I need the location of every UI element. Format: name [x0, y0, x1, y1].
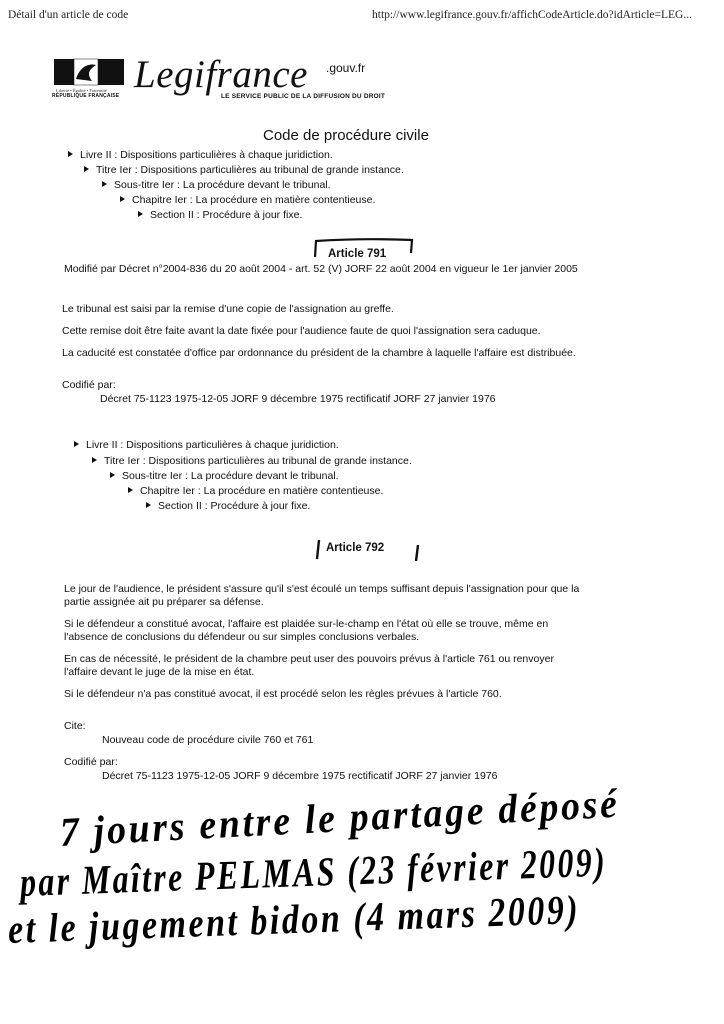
- breadcrumb2-chapitre[interactable]: Chapitre Ier : La procédure en matière contentieuse.: [128, 485, 383, 497]
- breadcrumb-sous-titre[interactable]: Sous-titre Ier : La procédure devant le tribunal.: [102, 179, 331, 191]
- article-792-paragraph-1a: Le jour de l'audience, le président s'assure qu'il s'est écoulé un temps suffisant depuis l'assignation pour que la: [64, 583, 580, 595]
- triangle-bullet-icon: [138, 211, 143, 217]
- legifrance-domain: .gouv.fr: [326, 61, 366, 75]
- article-792-cite-value: Nouveau code de procédure civile 760 et 761: [102, 734, 314, 746]
- article-792-paragraph-4: Si le défendeur n'a pas constitué avocat, il est procédé selon les règles prévues à l'article 760.: [64, 688, 502, 700]
- article-792-title-box: [314, 537, 422, 563]
- triangle-bullet-icon: [68, 151, 73, 157]
- article-792-paragraph-3a: En cas de nécessité, le président de la chambre peut user des pouvoirs prévus à l'article 761 ou renvoyer: [64, 653, 554, 665]
- breadcrumb2-livre[interactable]: Livre II : Dispositions particulières à chaque juridiction.: [74, 439, 339, 451]
- article-791-modified: Modifié par Décret n°2004-836 du 20 août 2004 - art. 52 (V) JORF 22 août 2004 en vigueur le 1er janvier 2005: [64, 263, 578, 275]
- breadcrumb-titre[interactable]: Titre Ier : Dispositions particulières au tribunal de grande instance.: [84, 164, 404, 176]
- triangle-bullet-icon: [110, 472, 115, 478]
- article-791-codified-value: Décret 75-1123 1975-12-05 JORF 9 décembre 1975 rectificatif JORF 27 janvier 1976: [100, 393, 496, 405]
- article-791-title: Article 791: [328, 248, 387, 260]
- triangle-bullet-icon: [120, 196, 125, 202]
- article-792-paragraph-3b: l'affaire devant le juge de la mise en état.: [64, 666, 255, 678]
- print-header-url: http://www.legifrance.gouv.fr/affichCodeArticle.do?idArticle=LEG...: [372, 9, 692, 21]
- breadcrumb2-section[interactable]: Section II : Procédure à jour fixe.: [146, 500, 310, 512]
- article-792-paragraph-1b: partie assignée ait pu préparer sa défense.: [64, 596, 264, 608]
- breadcrumb2-titre[interactable]: Titre Ier : Dispositions particulières au tribunal de grande instance.: [92, 455, 412, 467]
- code-title: Code de procédure civile: [263, 127, 429, 144]
- article-791-paragraph-1: Le tribunal est saisi par la remise d'une copie de l'assignation au greffe.: [62, 303, 394, 315]
- article-791-paragraph-2: Cette remise doit être faite avant la date fixée pour l'audience faute de quoi l'assignation sera caduque.: [62, 325, 541, 337]
- handwritten-note-line-2: par Maître PELMAS (23 février 2009): [19, 838, 608, 905]
- breadcrumb-livre[interactable]: Livre II : Dispositions particulières à chaque juridiction.: [68, 149, 333, 161]
- article-792-paragraph-2b: l'absence de conclusions du défendeur ou sur simples conclusions verbales.: [64, 631, 420, 643]
- article-792-title: Article 792: [326, 542, 385, 554]
- legifrance-tagline: LE SERVICE PUBLIC DE LA DIFFUSION DU DROIT: [221, 93, 386, 100]
- handwritten-note-line-1: 7 jours entre le partage déposé: [58, 779, 621, 855]
- marianne-logo: [52, 57, 126, 87]
- triangle-bullet-icon: [146, 502, 151, 508]
- triangle-bullet-icon: [84, 166, 89, 172]
- breadcrumb-chapitre[interactable]: Chapitre Ier : La procédure en matière contentieuse.: [120, 194, 375, 206]
- article-791-paragraph-3: La caducité est constatée d'office par ordonnance du président de la chambre à laquelle l'affaire est distribuée.: [62, 347, 576, 359]
- breadcrumb-section[interactable]: Section II : Procédure à jour fixe.: [138, 209, 302, 221]
- article-791-title-box: [312, 237, 414, 259]
- handwritten-note-line-3: et le jugement bidon (4 mars 2009): [7, 886, 581, 952]
- triangle-bullet-icon: [102, 181, 107, 187]
- triangle-bullet-icon: [74, 441, 79, 447]
- triangle-bullet-icon: [128, 487, 133, 493]
- triangle-bullet-icon: [92, 457, 97, 463]
- article-792-paragraph-2a: Si le défendeur a constitué avocat, l'affaire est plaidée sur-le-champ en l'état où elle se trouve, même en: [64, 618, 549, 630]
- breadcrumb2-sous-titre[interactable]: Sous-titre Ier : La procédure devant le tribunal.: [110, 470, 339, 482]
- logo-republic: RÉPUBLIQUE FRANÇAISE: [52, 93, 120, 99]
- article-791-codified-label: Codifié par:: [62, 379, 116, 391]
- article-792-codified-label: Codifié par:: [64, 756, 118, 768]
- legifrance-wordmark: Legifrance: [134, 53, 308, 96]
- print-header-title: Détail d'un article de code: [8, 9, 129, 21]
- logo-motto: Liberté • Égalité • Fraternité: [56, 88, 107, 93]
- article-792-codified-value: Décret 75-1123 1975-12-05 JORF 9 décembre 1975 rectificatif JORF 27 janvier 1976: [102, 770, 498, 782]
- article-792-cite-label: Cite:: [64, 720, 86, 732]
